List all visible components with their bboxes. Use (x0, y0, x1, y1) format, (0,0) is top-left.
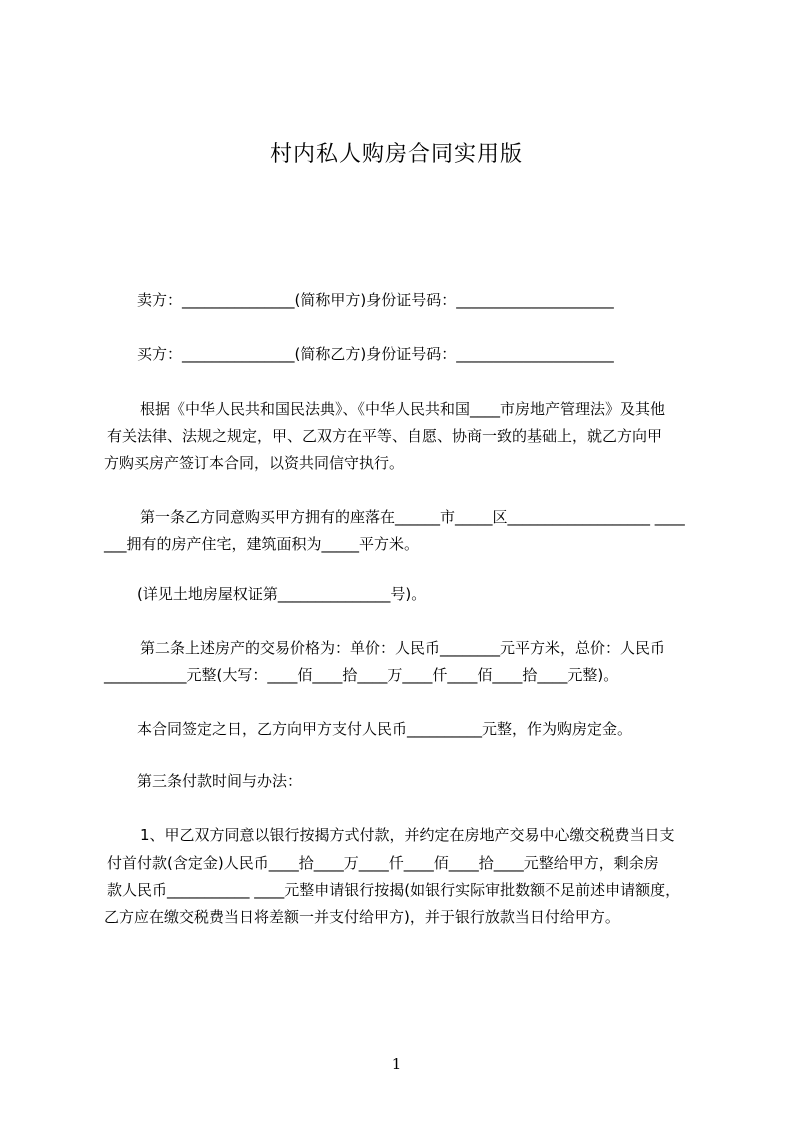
article-1-line-2: ___拥有的房产住宅，建筑面积为_____平方米。 (104, 535, 420, 553)
payment-clause-line-4: 乙方应在缴交税费当日将差额一并支付给甲方)，并于银行放款当日付给甲方。 (104, 908, 620, 926)
deposit-line: 本合同签定之日，乙方向甲方支付人民币__________元整，作为购房定金。 (137, 720, 633, 738)
buyer-line: 买方：_______________(简称乙方)身份证号码：_____________________ (137, 345, 614, 363)
preamble-line-2: 有关法律、法规之规定，甲、乙双方在平等、自愿、协商一致的基础上，就乙方向甲 (107, 427, 663, 445)
article-2-line-1: 第二条上述房产的交易价格为：单价：人民币________元平方米，总价：人民币 (140, 639, 666, 657)
page-number: 1 (391, 1055, 402, 1073)
preamble-line-1: 根据《中华人民共和国民法典》、《中华人民共和国____市房地产管理法》及其他 (140, 400, 666, 418)
article-1-line-1: 第一条乙方同意购买甲方拥有的座落在______市_____区___________________ ____ (140, 508, 685, 526)
document-title: 村内私人购房合同实用版 (269, 142, 523, 167)
article-3-heading: 第三条付款时间与办法： (137, 772, 303, 790)
payment-clause-line-2: 付首付款(含定金)人民币____拾____万____仟____佰____拾____元整给甲方，剩余房 (107, 854, 659, 872)
certificate-line: (详见土地房屋权证第_______________号)。 (137, 585, 427, 603)
payment-clause-line-3: 款人民币___________ ____元整申请银行按揭(如银行实际审批数额不足前述申请额度， (107, 881, 681, 899)
article-2-line-2: ___________元整(大写：____佰____拾____万____仟____佰____拾____元整)。 (104, 666, 619, 684)
preamble-line-3: 方购买房产签订本合同，以资共同信守执行。 (104, 454, 405, 472)
payment-clause-line-1: 1、甲乙双方同意以银行按揭方式付款，并约定在房地产交易中心缴交税费当日支 (140, 826, 675, 844)
seller-line: 卖方：_______________(简称甲方)身份证号码：_____________________ (137, 291, 614, 309)
